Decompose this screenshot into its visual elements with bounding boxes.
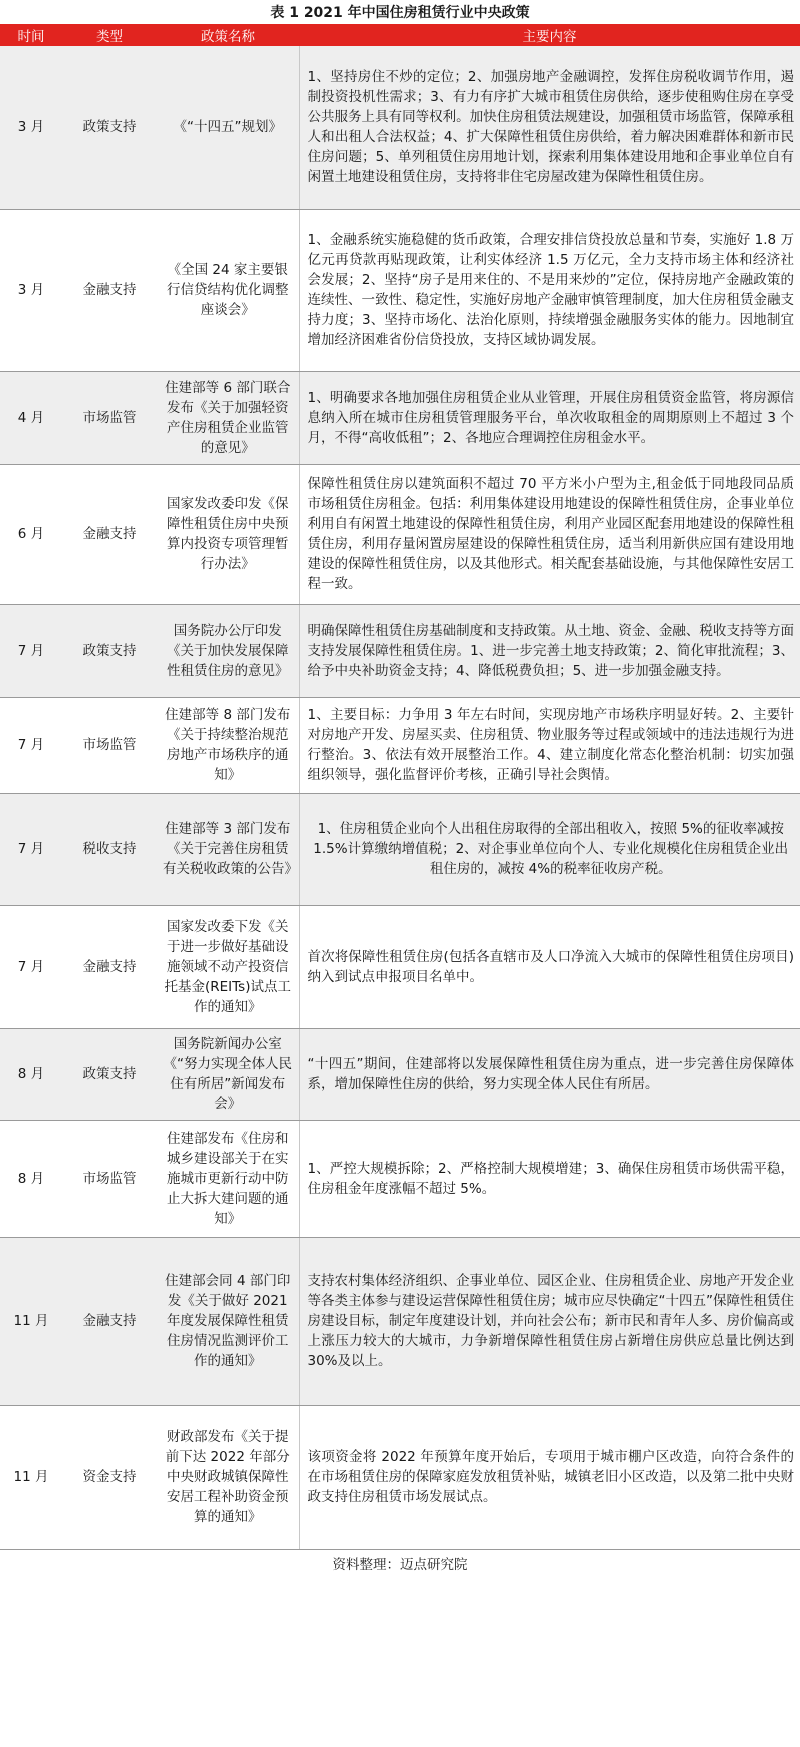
cell-time: 6 月 <box>0 464 62 604</box>
cell-policy-name: 住建部发布《住房和城乡建设部关于在实施城市更新行动中防止大拆大建问题的通知》 <box>157 1120 299 1237</box>
cell-content: 1、住房租赁企业向个人出租住房取得的全部出租收入，按照 5%的征收率减按 1.5%计算缴纳增值税；2、对企事业单位向个人、专业化规模化住房租赁企业出租住房的，减按 4%的税率征收房产税。 <box>299 793 800 905</box>
cell-time: 7 月 <box>0 604 62 697</box>
cell-time: 3 月 <box>0 209 62 371</box>
cell-content: 明确保障性租赁住房基础制度和支持政策。从土地、资金、金融、税收支持等方面支持发展保障性租赁住房。1、进一步完善土地支持政策；2、简化审批流程；3、给予中央补助资金支持；4、降低税费负担；5、进一步加强金融支持。 <box>299 604 800 697</box>
cell-type: 资金支持 <box>62 1405 157 1549</box>
table-row <box>0 1120 800 1237</box>
cell-type: 金融支持 <box>62 1237 157 1405</box>
cell-type: 政策支持 <box>62 604 157 697</box>
cell-content: 1、严控大规模拆除；2、严格控制大规模增建；3、确保住房租赁市场供需平稳，住房租金年度涨幅不超过 5%。 <box>299 1120 800 1237</box>
table-row <box>0 1237 800 1405</box>
cell-time: 7 月 <box>0 793 62 905</box>
source-note: 资料整理：迈点研究院 <box>332 1556 468 1573</box>
cell-time: 4 月 <box>0 371 62 464</box>
cell-policy-name: 住建部等 6 部门联合发布《关于加强轻资产住房租赁企业监管的意见》 <box>157 371 299 464</box>
cell-time: 8 月 <box>0 1120 62 1237</box>
cell-time: 3 月 <box>0 46 62 209</box>
table-row <box>0 371 800 464</box>
table-title: 表 1 2021 年中国住房租赁行业中央政策 <box>270 5 530 21</box>
cell-type: 市场监管 <box>62 1120 157 1237</box>
cell-type: 金融支持 <box>62 209 157 371</box>
header-content: 主要内容 <box>299 24 800 46</box>
table-row <box>0 464 800 604</box>
cell-policy-name: 国家发改委下发《关于进一步做好基础设施领域不动产投资信托基金(REITs)试点工作的通知》 <box>157 905 299 1028</box>
cell-time: 11 月 <box>0 1237 62 1405</box>
table-row <box>0 697 800 793</box>
table-row <box>0 46 800 209</box>
cell-content: 支持农村集体经济组织、企事业单位、园区企业、住房租赁企业、房地产开发企业等各类主体参与建设运营保障性租赁住房；城市应尽快确定“十四五”保障性租赁住房建设目标，制定年度建设计划，并向社会公布；新市民和青年人多、房价偏高或上涨压力较大的大城市，力争新增保障性租赁住房占新增住房供应总量比例达到 30%及以上。 <box>299 1237 800 1405</box>
cell-policy-name: 财政部发布《关于提前下达 2022 年部分中央财政城镇保障性安居工程补助资金预算的通知》 <box>157 1405 299 1549</box>
cell-content: 1、明确要求各地加强住房租赁企业从业管理，开展住房租赁资金监管，将房源信息纳入所在城市住房租赁管理服务平台，单次收取租金的周期原则上不超过 3 个月，不得“高收低租”；2、各地应合理调控住房租金水平。 <box>299 371 800 464</box>
header-row <box>0 24 800 46</box>
cell-type: 金融支持 <box>62 905 157 1028</box>
cell-type: 市场监管 <box>62 697 157 793</box>
cell-policy-name: 国家发改委印发《保障性租赁住房中央预算内投资专项管理暂行办法》 <box>157 464 299 604</box>
table-row <box>0 905 800 1028</box>
cell-policy-name: 《“十四五”规划》 <box>157 46 299 209</box>
policy-table <box>0 24 800 1550</box>
table-row <box>0 604 800 697</box>
page <box>0 2 800 1747</box>
cell-policy-name: 住建部等 8 部门发布《关于持续整治规范房地产市场秩序的通知》 <box>157 697 299 793</box>
cell-type: 政策支持 <box>62 1028 157 1120</box>
cell-time: 7 月 <box>0 697 62 793</box>
cell-content: 1、坚持房住不炒的定位；2、加强房地产金融调控，发挥住房税收调节作用，遏制投资投机性需求；3、有力有序扩大城市租赁住房供给，逐步使租购住房在享受公共服务上具有同等权利。加快住房租赁法规建设，加强租赁市场监管，保障承租人和出租人合法权益；4、扩大保障性租赁住房供给，着力解决困难群体和新市民住房问题；5、单列租赁住房用地计划，探索利用集体建设用地和企事业单位自有闲置土地建设租赁住房，支持将非住宅房屋改建为保障性租赁住房。 <box>299 46 800 209</box>
cell-type: 税收支持 <box>62 793 157 905</box>
cell-type: 金融支持 <box>62 464 157 604</box>
cell-policy-name: 《全国 24 家主要银行信贷结构优化调整座谈会》 <box>157 209 299 371</box>
cell-time: 8 月 <box>0 1028 62 1120</box>
cell-content: 保障性租赁住房以建筑面积不超过 70 平方米小户型为主,租金低于同地段同品质市场租赁住房租金。包括：利用集体建设用地建设的保障性租赁住房，企事业单位利用自有闲置土地建设的保障性租赁住房，利用产业园区配套用地建设的保障性租赁住房，利用存量闲置房屋建设的保障性租赁住房，适当利用新供应国有建设用地建设的保障性租赁住房，以及其他形式。相关配套基础设施，与其他保障性安居工程一致。 <box>299 464 800 604</box>
cell-policy-name: 国务院新闻办公室《“努力实现全体人民住有所居”新闻发布会》 <box>157 1028 299 1120</box>
cell-content: 1、主要目标：力争用 3 年左右时间，实现房地产市场秩序明显好转。2、主要针对房地产开发、房屋买卖、住房租赁、物业服务等过程或领域中的违法违规行为进行整治。3、依法有效开展整治工作。4、建立制度化常态化整治机制：切实加强组织领导，强化监督评价考核，正确引导社会舆情。 <box>299 697 800 793</box>
header-policy-name: 政策名称 <box>157 24 299 46</box>
table-row <box>0 1028 800 1120</box>
table-row <box>0 793 800 905</box>
cell-content: “十四五”期间，住建部将以发展保障性租赁住房为重点，进一步完善住房保障体系，增加保障性住房的供给，努力实现全体人民住有所居。 <box>299 1028 800 1120</box>
header-time: 时间 <box>0 24 62 46</box>
header-type: 类型 <box>62 24 157 46</box>
cell-content: 首次将保障性租赁住房(包括各直辖市及人口净流入大城市的保障性租赁住房项目)纳入到试点申报项目名单中。 <box>299 905 800 1028</box>
cell-policy-name: 住建部会同 4 部门印发《关于做好 2021 年度发展保障性租赁住房情况监测评价工作的通知》 <box>157 1237 299 1405</box>
cell-type: 市场监管 <box>62 371 157 464</box>
cell-content: 1、金融系统实施稳健的货币政策，合理安排信贷投放总量和节奏，实施好 1.8 万亿元再贷款再贴现政策，让利实体经济 1.5 万亿元，全力支持市场主体和经济社会发展；2、坚持“房子是用来住的、不是用来炒的”定位，保持房地产金融政策的连续性、一致性、稳定性，实施好房地产金融审慎管理制度，加大住房租赁金融支持力度；3、坚持市场化、法治化原则，持续增强金融服务实体的能力。因地制宜增加经济困难省份信贷投放，支持区域协调发展。 <box>299 209 800 371</box>
cell-content: 该项资金将 2022 年预算年度开始后，专项用于城市棚户区改造，向符合条件的在市场租赁住房的保障家庭发放租赁补贴，城镇老旧小区改造，以及第二批中央财政支持住房租赁市场发展试点。 <box>299 1405 800 1549</box>
table-row <box>0 1405 800 1549</box>
table-row <box>0 209 800 371</box>
cell-policy-name: 住建部等 3 部门发布《关于完善住房租赁有关税收政策的公告》 <box>157 793 299 905</box>
cell-type: 政策支持 <box>62 46 157 209</box>
cell-time: 11 月 <box>0 1405 62 1549</box>
cell-time: 7 月 <box>0 905 62 1028</box>
cell-policy-name: 国务院办公厅印发《关于加快发展保障性租赁住房的意见》 <box>157 604 299 697</box>
